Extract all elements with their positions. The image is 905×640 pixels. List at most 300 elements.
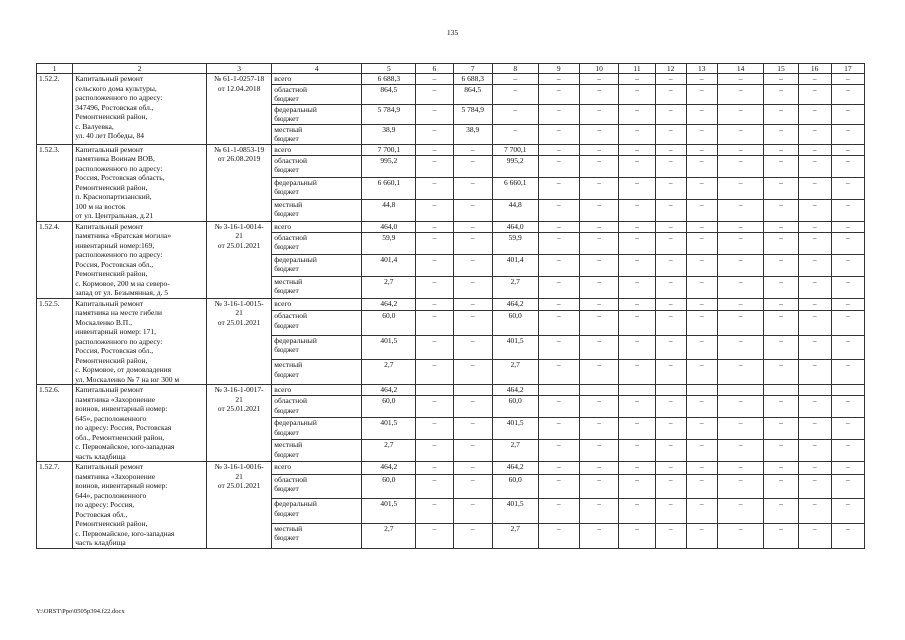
amount-cell: – bbox=[538, 298, 579, 311]
amount-cell: – bbox=[764, 74, 798, 85]
amount-cell: – bbox=[831, 396, 864, 418]
document-reference bbox=[206, 221, 271, 298]
amount-cell: 2,7 bbox=[492, 360, 538, 385]
document-reference bbox=[206, 74, 271, 145]
amount-cell: – bbox=[798, 144, 831, 155]
amount-cell: – bbox=[619, 499, 655, 524]
amount-cell: 401,5 bbox=[492, 335, 538, 360]
amount-cell: 464,2 bbox=[362, 462, 416, 475]
funding-source-line: местный bbox=[274, 276, 303, 286]
column-header: 8 bbox=[492, 64, 538, 74]
amount-cell: – bbox=[579, 84, 618, 104]
amount-cell: 2,7 bbox=[492, 523, 538, 548]
amount-cell: – bbox=[579, 177, 618, 199]
amount-cell: – bbox=[686, 84, 717, 104]
object-line: Капитальный ремонт bbox=[75, 144, 144, 154]
amount-cell: – bbox=[798, 499, 831, 524]
amount-cell: – bbox=[717, 360, 764, 385]
amount-cell: – bbox=[831, 232, 864, 254]
amount-cell: 864,5 bbox=[453, 84, 492, 104]
document-line: 21 bbox=[235, 231, 243, 240]
object-line: памятника на месте гибели bbox=[75, 308, 163, 317]
amount-cell: – bbox=[619, 232, 655, 254]
amount-cell: – bbox=[764, 124, 798, 144]
amount-cell: – bbox=[579, 474, 618, 499]
amount-cell: – bbox=[453, 155, 492, 177]
amount-cell: – bbox=[831, 335, 864, 360]
amount-cell: – bbox=[717, 254, 764, 276]
column-header: 3 bbox=[206, 64, 271, 74]
amount-cell: – bbox=[798, 124, 831, 144]
amount-cell: – bbox=[538, 199, 579, 221]
amount-cell: – bbox=[416, 144, 453, 155]
funding-source-line: местный bbox=[274, 360, 303, 370]
funding-source-line: бюджет bbox=[274, 449, 299, 459]
document-line: 21 bbox=[235, 471, 243, 481]
funding-source bbox=[272, 232, 362, 254]
amount-cell: – bbox=[798, 104, 831, 124]
amount-cell: – bbox=[579, 276, 618, 298]
object-line: Ремонтненский район, bbox=[75, 355, 148, 365]
document-reference bbox=[206, 385, 271, 462]
object-line: с. Первомайское, юго-западная bbox=[75, 528, 175, 538]
amount-cell: 401,5 bbox=[362, 499, 416, 524]
table-row bbox=[37, 144, 865, 155]
amount-cell: – bbox=[798, 155, 831, 177]
amount-cell: – bbox=[538, 523, 579, 548]
amount-cell: – bbox=[764, 104, 798, 124]
column-header: 15 bbox=[764, 64, 798, 74]
funding-source bbox=[272, 523, 362, 548]
amount-cell: – bbox=[764, 276, 798, 298]
amount-cell: – bbox=[655, 440, 686, 462]
amount-cell: – bbox=[764, 418, 798, 440]
funding-source bbox=[272, 440, 362, 462]
amount-cell: – bbox=[416, 499, 453, 524]
amount-cell: – bbox=[538, 396, 579, 418]
funding-source bbox=[272, 124, 362, 144]
object-line: часть кладбища bbox=[75, 538, 126, 547]
amount-cell: – bbox=[655, 335, 686, 360]
amount-cell: – bbox=[831, 462, 864, 475]
amount-cell: – bbox=[686, 360, 717, 385]
amount-cell: – bbox=[655, 84, 686, 104]
amount-cell: 864,5 bbox=[362, 84, 416, 104]
amount-cell: – bbox=[453, 499, 492, 524]
amount-cell: – bbox=[717, 155, 764, 177]
amount-cell: – bbox=[579, 104, 618, 124]
amount-cell: – bbox=[416, 84, 453, 104]
funding-source bbox=[272, 104, 362, 124]
object-line: 347496, Ростовская обл., bbox=[75, 102, 154, 112]
amount-cell: – bbox=[717, 276, 764, 298]
object-line: памятника «Захоронение bbox=[75, 394, 156, 404]
document-line: № 3-16-1-0014- bbox=[214, 221, 264, 231]
amount-cell: 2,7 bbox=[362, 523, 416, 548]
funding-source bbox=[272, 462, 362, 475]
funding-source bbox=[272, 418, 362, 440]
amount-cell: 60,0 bbox=[492, 311, 538, 336]
amount-cell: – bbox=[798, 360, 831, 385]
amount-cell: – bbox=[453, 523, 492, 548]
amount-cell: – bbox=[686, 199, 717, 221]
document-line: от 25.01.2021 bbox=[217, 481, 261, 490]
object-line: Капитальный ремонт bbox=[75, 462, 144, 471]
amount-cell: – bbox=[686, 104, 717, 124]
amount-cell: 401,5 bbox=[362, 335, 416, 360]
amount-cell: – bbox=[579, 440, 618, 462]
amount-cell: – bbox=[798, 440, 831, 462]
object-line: памятника «Братская могила» bbox=[75, 231, 172, 240]
funding-source bbox=[272, 360, 362, 385]
funding-source bbox=[272, 155, 362, 177]
amount-cell: – bbox=[579, 462, 618, 475]
amount-cell: – bbox=[538, 440, 579, 462]
amount-cell: – bbox=[717, 199, 764, 221]
amount-cell: – bbox=[831, 523, 864, 548]
object-line: Ростовская обл., bbox=[75, 509, 128, 519]
column-header: 9 bbox=[538, 64, 579, 74]
amount-cell: – bbox=[579, 221, 618, 232]
amount-cell: – bbox=[619, 335, 655, 360]
amount-cell: – bbox=[717, 396, 764, 418]
object-line: с. Валуевка, bbox=[75, 121, 114, 131]
amount-cell: – bbox=[655, 311, 686, 336]
amount-cell: – bbox=[416, 104, 453, 124]
amount-cell: – bbox=[416, 199, 453, 221]
amount-cell: – bbox=[416, 276, 453, 298]
amount-cell: – bbox=[764, 360, 798, 385]
amount-cell: – bbox=[764, 155, 798, 177]
column-header: 10 bbox=[579, 64, 618, 74]
amount-cell: – bbox=[538, 418, 579, 440]
amount-cell: – bbox=[453, 440, 492, 462]
funding-source-line: всего bbox=[274, 462, 292, 471]
amount-cell: – bbox=[538, 311, 579, 336]
amount-cell: 6 688,3 bbox=[362, 74, 416, 85]
amount-cell: – bbox=[619, 474, 655, 499]
amount-cell: – bbox=[416, 155, 453, 177]
object-line: воинов, инвентарный номер: bbox=[75, 404, 168, 413]
amount-cell: 401,4 bbox=[362, 254, 416, 276]
amount-cell: – bbox=[764, 311, 798, 336]
row-index: 1.52.6. bbox=[37, 385, 73, 462]
object-line: Капитальный ремонт bbox=[75, 298, 144, 308]
object-line: воинов, инвентарный номер: bbox=[75, 481, 168, 490]
amount-cell: – bbox=[655, 474, 686, 499]
amount-cell: – bbox=[416, 221, 453, 232]
amount-cell: – bbox=[798, 298, 831, 311]
amount-cell: 401,5 bbox=[492, 499, 538, 524]
amount-cell: – bbox=[619, 124, 655, 144]
amount-cell bbox=[831, 385, 864, 396]
amount-cell bbox=[717, 385, 764, 396]
amount-cell: 38,9 bbox=[453, 124, 492, 144]
amount-cell: – bbox=[764, 199, 798, 221]
amount-cell: – bbox=[619, 311, 655, 336]
object-line: памятника «Захоронение bbox=[75, 471, 156, 481]
amount-cell: 5 784,9 bbox=[453, 104, 492, 124]
amount-cell: – bbox=[579, 155, 618, 177]
object-description bbox=[73, 462, 207, 549]
object-line: расположенного по адресу: bbox=[75, 163, 163, 173]
amount-cell: – bbox=[538, 232, 579, 254]
funding-source-line: федеральный bbox=[274, 499, 317, 509]
column-header: 17 bbox=[831, 64, 864, 74]
amount-cell: – bbox=[764, 84, 798, 104]
amount-cell: – bbox=[579, 124, 618, 144]
amount-cell: – bbox=[717, 298, 764, 311]
funding-source bbox=[272, 199, 362, 221]
amount-cell: – bbox=[538, 104, 579, 124]
amount-cell: – bbox=[538, 177, 579, 199]
funding-source-line: бюджет bbox=[274, 94, 299, 103]
amount-cell: – bbox=[686, 276, 717, 298]
amount-cell: – bbox=[831, 199, 864, 221]
amount-cell: 44,8 bbox=[492, 199, 538, 221]
document-line: 21 bbox=[235, 308, 243, 317]
funding-source bbox=[272, 144, 362, 155]
object-line: Москаленко В.П., bbox=[75, 317, 132, 327]
amount-cell: 7 700,1 bbox=[362, 144, 416, 155]
amount-cell: 464,2 bbox=[492, 298, 538, 311]
amount-cell: – bbox=[538, 124, 579, 144]
amount-cell: – bbox=[717, 144, 764, 155]
column-header: 11 bbox=[619, 64, 655, 74]
amount-cell: – bbox=[655, 523, 686, 548]
amount-cell: – bbox=[453, 396, 492, 418]
funding-source-line: бюджет bbox=[274, 320, 299, 330]
document-line: от 25.01.2021 bbox=[217, 404, 261, 413]
document-line: 21 bbox=[235, 394, 243, 404]
amount-cell: – bbox=[538, 155, 579, 177]
document-reference bbox=[206, 462, 271, 549]
amount-cell: 2,7 bbox=[362, 276, 416, 298]
amount-cell: – bbox=[619, 396, 655, 418]
amount-cell: – bbox=[538, 360, 579, 385]
funding-source-line: федеральный bbox=[274, 254, 317, 264]
amount-cell: – bbox=[655, 177, 686, 199]
object-line: инвентарный номер:169, bbox=[75, 240, 155, 250]
object-line: ул. Москаленко № 7 на юг 300 м bbox=[75, 374, 180, 384]
funding-source-line: местный bbox=[274, 199, 303, 209]
amount-cell: – bbox=[416, 396, 453, 418]
funding-source-line: областной bbox=[274, 232, 308, 242]
amount-cell: – bbox=[798, 199, 831, 221]
amount-cell: – bbox=[798, 523, 831, 548]
amount-cell: 464,2 bbox=[492, 462, 538, 475]
amount-cell bbox=[579, 385, 618, 396]
funding-source-line: всего bbox=[274, 221, 292, 231]
object-line: Ремонтненский район, bbox=[75, 112, 148, 121]
funding-source-line: бюджет bbox=[274, 114, 299, 123]
amount-cell: – bbox=[416, 335, 453, 360]
funding-source-line: бюджет bbox=[274, 134, 299, 143]
amount-cell: – bbox=[453, 311, 492, 336]
amount-cell: – bbox=[619, 298, 655, 311]
object-line: Россия, Ростовская область, bbox=[75, 173, 165, 182]
amount-cell: – bbox=[619, 177, 655, 199]
amount-cell: 6 688,3 bbox=[453, 74, 492, 85]
amount-cell: – bbox=[831, 276, 864, 298]
amount-cell: – bbox=[686, 232, 717, 254]
header-row bbox=[37, 64, 865, 74]
amount-cell: – bbox=[655, 221, 686, 232]
amount-cell: 59,9 bbox=[362, 232, 416, 254]
funding-source-line: всего bbox=[274, 144, 292, 154]
amount-cell: – bbox=[538, 84, 579, 104]
amount-cell: – bbox=[831, 84, 864, 104]
amount-cell: 44,8 bbox=[362, 199, 416, 221]
amount-cell: – bbox=[831, 360, 864, 385]
amount-cell: – bbox=[655, 276, 686, 298]
amount-cell: – bbox=[764, 440, 798, 462]
amount-cell: – bbox=[717, 84, 764, 104]
column-header: 5 bbox=[362, 64, 416, 74]
amount-cell: – bbox=[717, 440, 764, 462]
funding-source bbox=[272, 474, 362, 499]
row-index: 1.52.2. bbox=[37, 74, 73, 145]
funding-source-line: областной bbox=[274, 155, 308, 165]
amount-cell: – bbox=[579, 418, 618, 440]
funding-source-line: областной bbox=[274, 311, 308, 321]
row-index: 1.52.4. bbox=[37, 221, 73, 298]
amount-cell: – bbox=[416, 462, 453, 475]
funding-source bbox=[272, 177, 362, 199]
amount-cell: – bbox=[619, 221, 655, 232]
funding-source-line: местный bbox=[274, 440, 303, 450]
amount-cell: – bbox=[764, 335, 798, 360]
amount-cell: – bbox=[798, 418, 831, 440]
amount-cell: – bbox=[416, 232, 453, 254]
amount-cell: 401,4 bbox=[492, 254, 538, 276]
amount-cell: – bbox=[453, 177, 492, 199]
object-line: Капитальный ремонт bbox=[75, 221, 144, 231]
column-header: 7 bbox=[453, 64, 492, 74]
amount-cell: – bbox=[579, 254, 618, 276]
object-line: Ремонтненский район, bbox=[75, 182, 148, 192]
amount-cell: – bbox=[453, 232, 492, 254]
amount-cell: 2,7 bbox=[362, 440, 416, 462]
amount-cell: 60,0 bbox=[362, 474, 416, 499]
object-line: 100 м на восток bbox=[75, 201, 126, 211]
amount-cell: – bbox=[686, 254, 717, 276]
amount-cell: – bbox=[686, 440, 717, 462]
amount-cell: – bbox=[453, 199, 492, 221]
amount-cell: – bbox=[831, 440, 864, 462]
amount-cell bbox=[538, 385, 579, 396]
amount-cell: – bbox=[798, 396, 831, 418]
document-line: от 25.01.2021 bbox=[217, 240, 261, 250]
document-line: от 26.08.2019 bbox=[217, 154, 261, 163]
funding-source-line: бюджет bbox=[274, 369, 299, 379]
amount-cell: 60,0 bbox=[362, 311, 416, 336]
amount-cell: – bbox=[764, 177, 798, 199]
column-header: 2 bbox=[73, 64, 207, 74]
amount-cell: – bbox=[538, 499, 579, 524]
object-line: Ремонтненский район, bbox=[75, 519, 148, 528]
amount-cell: – bbox=[619, 440, 655, 462]
amount-cell: – bbox=[416, 254, 453, 276]
object-line: Капитальный ремонт bbox=[75, 74, 144, 83]
object-line: по адресу: Россия, Ростовская bbox=[75, 423, 172, 432]
amount-cell: – bbox=[619, 144, 655, 155]
funding-source-line: всего bbox=[274, 385, 292, 394]
table-row bbox=[37, 298, 865, 311]
amount-cell: – bbox=[798, 232, 831, 254]
amount-cell: – bbox=[655, 396, 686, 418]
amount-cell: 995,2 bbox=[492, 155, 538, 177]
amount-cell: – bbox=[686, 335, 717, 360]
amount-cell: – bbox=[686, 124, 717, 144]
object-line: п. Краснопартизанский, bbox=[75, 192, 152, 201]
table-row bbox=[37, 462, 865, 475]
amount-cell: – bbox=[453, 474, 492, 499]
object-line: от ул. Центральная, д.21 bbox=[75, 211, 154, 220]
amount-cell: – bbox=[831, 499, 864, 524]
amount-cell: – bbox=[453, 254, 492, 276]
document-line: от 12.04.2018 bbox=[217, 83, 261, 93]
amount-cell: – bbox=[453, 298, 492, 311]
amount-cell: – bbox=[579, 523, 618, 548]
amount-cell: – bbox=[492, 84, 538, 104]
document-line: от 25.01.2021 bbox=[217, 317, 261, 327]
amount-cell: – bbox=[453, 221, 492, 232]
amount-cell: 401,5 bbox=[492, 418, 538, 440]
row-index: 1.52.3. bbox=[37, 144, 73, 221]
amount-cell: – bbox=[416, 124, 453, 144]
amount-cell: – bbox=[831, 418, 864, 440]
amount-cell: – bbox=[717, 124, 764, 144]
amount-cell: 401,5 bbox=[362, 418, 416, 440]
amount-cell bbox=[416, 385, 453, 396]
amount-cell: – bbox=[579, 335, 618, 360]
amount-cell: – bbox=[538, 276, 579, 298]
funding-source-line: бюджет bbox=[274, 286, 299, 296]
funding-source-line: всего bbox=[274, 74, 292, 83]
amount-cell: 2,7 bbox=[492, 276, 538, 298]
funding-source-line: федеральный bbox=[274, 335, 317, 345]
amount-cell: – bbox=[717, 335, 764, 360]
amount-cell: – bbox=[655, 144, 686, 155]
document-line: № 3-16-1-0016- bbox=[214, 462, 264, 471]
table-row bbox=[37, 74, 865, 85]
amount-cell: – bbox=[686, 499, 717, 524]
amount-cell bbox=[453, 385, 492, 396]
funding-source-line: областной bbox=[274, 396, 308, 406]
amount-cell: – bbox=[717, 104, 764, 124]
funding-source bbox=[272, 311, 362, 336]
amount-cell: – bbox=[538, 74, 579, 85]
funding-source-line: всего bbox=[274, 298, 292, 308]
amount-cell: 464,0 bbox=[492, 221, 538, 232]
amount-cell: – bbox=[619, 74, 655, 85]
object-line: с. Кормовое, от домовладения bbox=[75, 365, 172, 374]
amount-cell: – bbox=[538, 221, 579, 232]
amount-cell: – bbox=[655, 155, 686, 177]
object-line: расположенного по адресу: bbox=[75, 336, 163, 346]
amount-cell: 464,2 bbox=[362, 385, 416, 396]
amount-cell: – bbox=[619, 254, 655, 276]
amount-cell: – bbox=[831, 254, 864, 276]
amount-cell: 59,9 bbox=[492, 232, 538, 254]
amount-cell: – bbox=[686, 396, 717, 418]
object-line: по адресу: Россия, bbox=[75, 500, 135, 509]
amount-cell: – bbox=[619, 199, 655, 221]
object-description bbox=[73, 221, 207, 298]
funding-source-line: бюджет bbox=[274, 405, 299, 415]
funding-source bbox=[272, 254, 362, 276]
